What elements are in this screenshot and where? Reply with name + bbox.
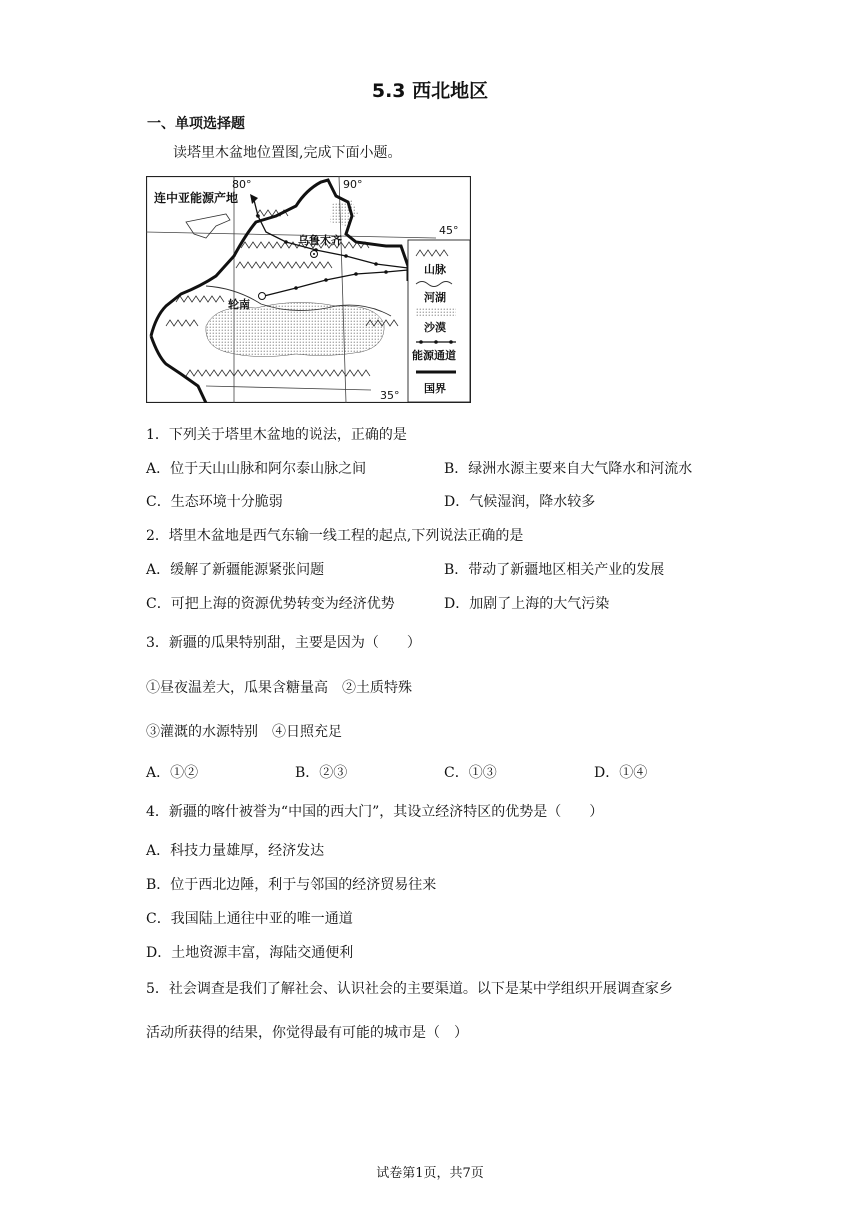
q1-option-b[interactable]: B．绿洲水源主要来自大气降水和河流水 (444, 461, 693, 477)
q1-option-d[interactable]: D．气候湿润，降水较多 (444, 494, 596, 510)
q3-option-c[interactable]: C．①③ (444, 765, 497, 781)
question-2-stem: 2．塔里木盆地是西气东输一线工程的起点,下列说法正确的是 (146, 528, 524, 544)
q4-option-c[interactable]: C．我国陆上通往中亚的唯一通道 (146, 911, 353, 927)
legend-corridor: 能源通道 (412, 349, 456, 362)
page-title: 5.3 西北地区 (371, 80, 489, 102)
q2-option-d[interactable]: D．加剧了上海的大气污染 (444, 596, 610, 612)
q3-item-line-2: ③灌溉的水源特别 ④日照充足 (146, 724, 342, 740)
legend-river: 河湖 (424, 291, 446, 304)
q3-option-b[interactable]: B．②③ (295, 765, 348, 781)
q2-option-b[interactable]: B．带动了新疆地区相关产业的发展 (444, 562, 665, 578)
q1-option-c[interactable]: C．生态环境十分脆弱 (146, 494, 283, 510)
question-5-stem-line-2: 活动所获得的结果，你觉得最有可能的城市是（ ） (146, 1025, 468, 1041)
q4-option-d[interactable]: D．土地资源丰富，海陆交通便利 (146, 945, 354, 961)
page-footer: 试卷第1页，共7页 (376, 1166, 484, 1181)
q2-option-c[interactable]: C．可把上海的资源优势转变为经济优势 (146, 596, 395, 612)
label-urumqi: 乌鲁木齐 (298, 234, 342, 247)
q1-option-a[interactable]: A．位于天山山脉和阿尔泰山脉之间 (146, 461, 367, 477)
question-1-stem: 1．下列关于塔里木盆地的说法，正确的是 (146, 427, 407, 443)
label-lat-35: 35° (380, 389, 400, 402)
label-lon-90: 90° (343, 178, 363, 191)
q3-option-d[interactable]: D．①④ (594, 765, 648, 781)
q3-option-a[interactable]: A．①② (146, 765, 199, 781)
legend-border: 国界 (424, 382, 446, 395)
q2-option-a[interactable]: A．缓解了新疆能源紧张问题 (146, 562, 325, 578)
legend-mountain: 山脉 (424, 263, 446, 276)
question-3-stem: 3．新疆的瓜果特别甜，主要是因为（ ） (146, 635, 421, 651)
legend-desert-icon (416, 308, 456, 316)
q3-item-line-1: ①昼夜温差大，瓜果含糖量高 ②土质特殊 (146, 680, 412, 696)
q4-option-a[interactable]: A．科技力量雄厚，经济发达 (146, 843, 325, 859)
question-4-stem: 4．新疆的喀什被誉为“中国的西大门”，其设立经济特区的优势是（ ） (146, 804, 604, 820)
tarim-basin-map (146, 176, 471, 403)
intro-text: 读塔里木盆地位置图,完成下面小题。 (173, 145, 402, 161)
label-energy-origin: 连中亚能源产地 (154, 191, 239, 205)
map-legend (408, 240, 470, 402)
section-heading: 一、单项选择题 (147, 116, 245, 132)
label-lat-45: 45° (439, 224, 459, 237)
label-lunnan: 轮南 (228, 298, 250, 311)
q4-option-b[interactable]: B．位于西北边陲，利于与邻国的经济贸易往来 (146, 877, 437, 893)
question-5-stem-line-1: 5．社会调查是我们了解社会、认识社会的主要渠道。以下是某中学组织开展调查家乡 (146, 981, 673, 997)
label-lon-80: 80° (232, 178, 252, 191)
legend-desert: 沙漠 (424, 321, 446, 334)
legend-corridor-icon (416, 340, 456, 344)
